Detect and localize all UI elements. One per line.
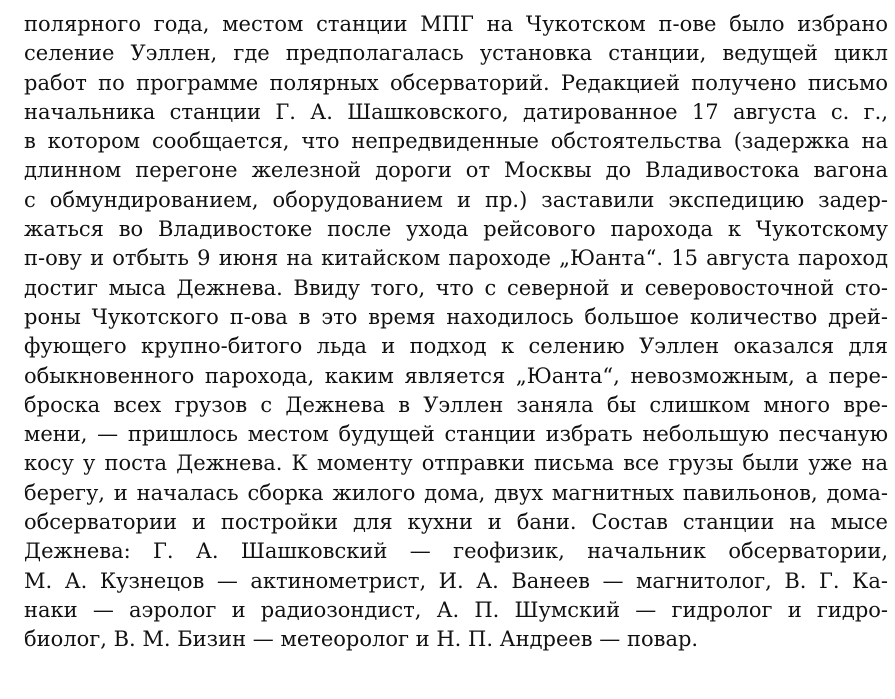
text-line: обсерватории и постройки для кухни и бани. Состав станции на мысе — [24, 510, 888, 535]
text-line: роны Чукотского п-ова в это время находилось большое количество дрей- — [24, 304, 888, 329]
text-line: броска всех грузов с Дежнева в Уэллен заняла бы слишком много вре- — [24, 392, 888, 417]
text-line: с обмундированием, оборудованием и пр.) заставили экспедицию задер- — [24, 187, 888, 212]
body-text — [24, 10, 888, 655]
text-line: начальника станции Г. А. Шашковского, датированное 17 августа с. г., — [24, 99, 888, 124]
text-line: селение Уэллен, где предполагалась установка станции, ведущей цикл — [24, 41, 888, 66]
text-line: работ по программе полярных обсерваторий. Редакцией получено письмо — [24, 70, 888, 95]
text-line: фующего крупно-битого льда и подход к селению Уэллен оказался для — [24, 334, 888, 359]
text-line: длинном перегоне железной дороги от Москвы до Владивостока вагона — [24, 158, 888, 183]
text-line: мени, — пришлось местом будущей станции избрать небольшую песчаную — [24, 422, 888, 447]
text-line: жаться во Владивостоке после ухода рейсового парохода к Чукотскому — [24, 217, 888, 242]
text-line: достиг мыса Дежнева. Ввиду того, что с северной и северовосточной сто- — [24, 275, 888, 300]
text-line: берегу, и началась сборка жилого дома, двух магнитных павильонов, дома- — [24, 480, 888, 505]
text-line: п-ову и отбыть 9 июня на китайском пароходе „Юанта“. 15 августа пароход — [24, 246, 888, 271]
text-line: в котором сообщается, что непредвиденные обстоятельства (задержка на — [24, 129, 888, 154]
text-line: полярного года, местом станции МПГ на Чукотском п-ове было избрано — [24, 12, 888, 36]
text-line: биолог, В. М. Бизин — метеоролог и Н. П. Андреев — повар. — [24, 627, 699, 652]
text-line: косу у поста Дежнева. К моменту отправки письма все грузы были уже на — [24, 451, 888, 476]
text-line: наки — аэролог и радиозондист, А. П. Шумский — гидролог и гидро- — [24, 597, 888, 622]
text-line: М. А. Кузнецов — актинометрист, И. А. Ванеев — магнитолог, В. Г. Ка- — [24, 568, 888, 593]
text-line: обыкновенного парохода, каким является „Юанта“, невозможным, а пере- — [24, 363, 888, 388]
text-line: Дежнева: Г. А. Шашковский — геофизик, начальник обсерватории, — [24, 539, 888, 564]
